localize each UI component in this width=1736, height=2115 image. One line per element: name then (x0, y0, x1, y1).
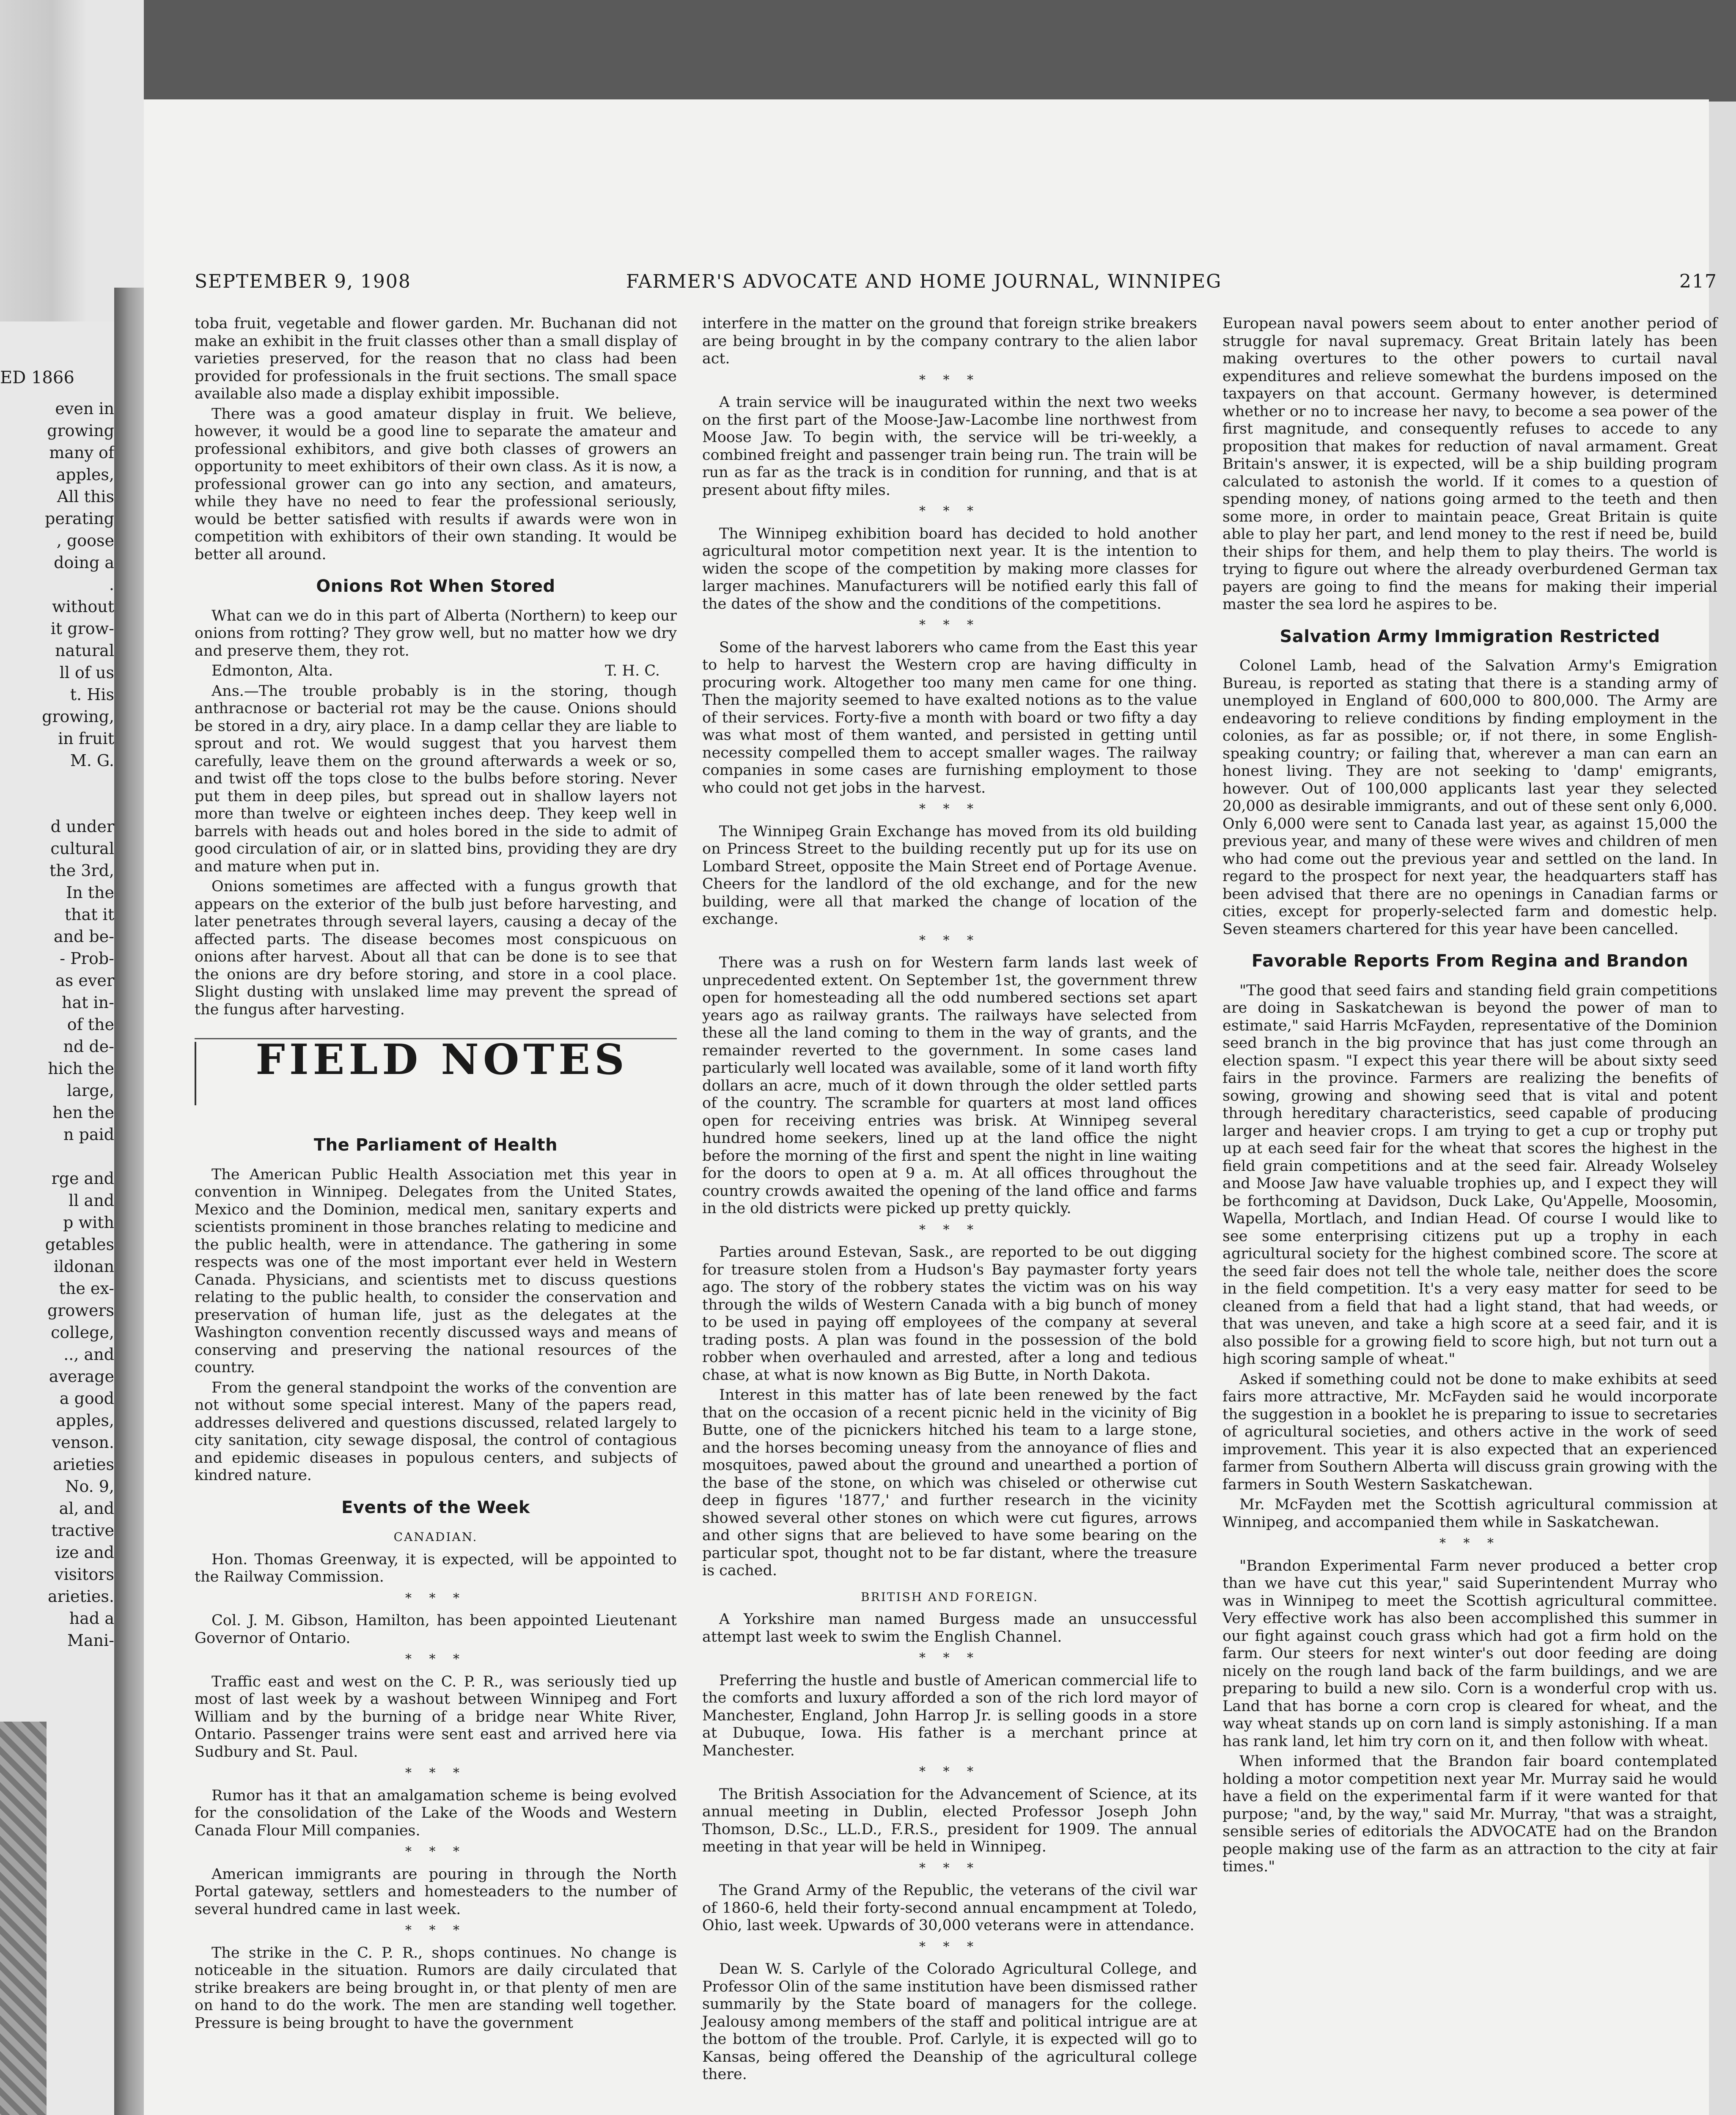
scan-top-shadow (144, 0, 1736, 102)
facing-page-line: al, and (59, 1499, 114, 1518)
separator-stars: * * * (405, 1844, 467, 1859)
paragraph: Ans.—The trouble probably is in the storing, though anthracnose or bacterial rot may be the cause. Onions should be stored in a dry, airy place. In a damp cellar they are liable to sprout and rot. We would suggest that you harvest them carefully, leave them on the ground afterwards a week or so, and twist off the tops close to the bulbs before storing. Never put them in deep piles, but spread out in shallow layers not more than twelve or eighteen inches deep. They keep well in barrels with heads out and holes bored in the side to admit of good circulation of air, or in slatted bins, providing they are dry and mature when put in. (195, 682, 677, 875)
article-heading-health: The Parliament of Health (313, 1135, 558, 1155)
facing-page-line: No. 9, (65, 1477, 114, 1496)
running-head (195, 271, 1717, 305)
facing-page-line: apples, (56, 465, 114, 484)
paragraph: The Winnipeg Grain Exchange has moved from its old building on Princess Street to the building recently put up for its use on Lombard Street, opposite the Main Street end of Portage Avenue. Cheers for the landlord of the old exchange, and for the new building, were all that marked the change of location of the exchange. (702, 823, 1197, 928)
paragraph: From the general standpoint the works of the convention are not without some special interest. Many of the papers read, addresses delivered and questions discussed, related largely to city sanitation, city sewage disposal, the control of contagious and epidemic diseases in populous centers, and subjects of kindred nature. (195, 1379, 677, 1484)
facing-page-line: average (49, 1367, 114, 1386)
paragraph: Onions sometimes are affected with a fungus growth that appears on the exterior of the bulb just before harvesting, and later penetrates through several layers, causing a decay of the affected parts. The disease becomes most conspicuous on onions after harvest. About all that can be done is to see that the onions are dry before storing, and store in a cool place. Slight dusting with unslaked lime may prevent the spread of the fungus after harvesting. (195, 878, 677, 1018)
facing-page-line: arieties. (48, 1587, 114, 1606)
facing-page-line: ll and (69, 1191, 114, 1210)
paragraph: "The good that seed fairs and standing field grain competitions are doing in Saskatchewan is beyond the power of man to estimate," said Harris McFayden, representative of the Dominion seed branch in the big province that has just come through an election spasm. "I expect this year there will be about sixty seed fairs in the province. Farmers are realizing the benefits of sowing, growing and showing seed that is vital and potent through hereditary characteristics, seed capable of producing larger and heavier crops. I am trying to get a cup or trophy put up at each seed fair for the wheat that scores the highest in the field grain competitions and at the seed fair. Already Wolseley and Moose Jaw have valuable trophies up, and I expect they will be forthcoming at Davidson, Duck Lake, Qu'Appelle, Moosomin, Wapella, Mortlach, and Indian Head. Of course I would like to see some enterprising citizens put up a trophy in each agricultural society for the highest combined score. The score at the seed fair does not tell the whole tale, neither does the score in the field competition. It's a very easy matter for seed to be cleaned from a field that had a light stand, that had weeds, or that was uneven, and take a high score at a seed fair, and it is also possible for a growing field to score high, but not turn out a high scoring sample of wheat." (1222, 982, 1717, 1368)
banner-title: FIELD NOTES (255, 1036, 629, 1084)
paragraph: What can we do in this part of Alberta (Northern) to keep our onions from rotting? They grow well, but no matter how we dry and preserve them, they rot. (195, 607, 677, 659)
paragraph: "Brandon Experimental Farm never produced a better crop than we have cut this year," said Superintendent Murray who was in Winnipeg to meet the Scottish agricultural committee. Very effective work has also been accomplished this summer in our fight against couch grass which had got a firm hold on the farm. Our steers for next winter's out door feeding are doing nicely on the rough land back of the farm buildings, and we are preparing to build a new silo. Corn is a wonderful crop with us. Land that has borne a corn crop is cleared for wheat, and the way wheat stands up on corn land is simply astonishing. If a man has rank land, let him try corn on it, and then follow with wheat. (1222, 1557, 1717, 1750)
signature-initials: T. H. C. (605, 662, 660, 679)
article-heading-salvation: Salvation Army Immigration Restricted (1280, 626, 1660, 646)
publication-title: FARMER'S ADVOCATE AND HOME JOURNAL, WINNIPEG (626, 271, 1222, 292)
section-label-british: BRITISH AND FOREIGN. (861, 1590, 1038, 1604)
section-label-canadian: CANADIAN. (393, 1530, 478, 1544)
facing-page-line: it grow- (50, 619, 114, 638)
separator-stars: * * * (919, 1860, 981, 1876)
book-gutter (114, 288, 144, 2115)
separator-stars: * * * (919, 1222, 981, 1237)
facing-page-line: Mani- (67, 1631, 114, 1650)
facing-page-line: venson. (52, 1433, 114, 1452)
facing-page-line: doing a (54, 553, 114, 572)
facing-page-line: getables (45, 1235, 114, 1254)
separator-stars: * * * (919, 802, 981, 816)
facing-page-line: nd de- (63, 1037, 114, 1056)
facing-page-line: apples, (56, 1411, 114, 1430)
facing-page-line: large, (67, 1081, 114, 1100)
facing-page-line: a good (59, 1389, 114, 1408)
field-notes-banner (195, 1038, 677, 1111)
paragraph: A Yorkshire man named Burgess made an unsuccessful attempt last week to swim the English Channel. (702, 1611, 1197, 1645)
facing-page-line: college, (51, 1323, 114, 1342)
facing-page-line: of the (67, 1015, 114, 1034)
paragraph: The strike in the C. P. R., shops continues. No change is noticeable in the situation. Rumors are daily circulated that strike breakers are being brought in, or that plenty of men are on hand to do the work. The men are standing well together. Pressure is being brought to have the government (195, 1944, 677, 2032)
facing-page-line: many of (49, 443, 114, 462)
facing-page-line: and be- (53, 927, 114, 946)
separator-stars: * * * (405, 1590, 467, 1606)
facing-page-line: ize and (55, 1543, 114, 1562)
facing-page-line: had a (69, 1609, 114, 1628)
signature-place: Edmonton, Alta. (212, 662, 333, 679)
facing-page-line: , goose (56, 531, 114, 550)
facing-page-line: without (52, 597, 114, 616)
facing-page-line: - Prob- (60, 949, 114, 968)
letter-signature (195, 662, 677, 680)
facing-page-line: n paid (63, 1125, 114, 1144)
facing-page-line: d under (50, 817, 114, 836)
paragraph: American immigrants are pouring in through the North Portal gateway, settlers and homesteaders to the number of several hundred came in last week. (195, 1865, 677, 1918)
paragraph: The American Public Health Association met this year in convention in Winnipeg. Delegates from the United States, Mexico and the Dominion, medical men, sanitary experts and scientists prominent in those branches relating to medicine and the public health, were in attendance. The gathering in some respects was one of the most important ever held in Western Canada. Physicians, and scientists met to discuss questions relating to the public health, to consider the conservation and preservation of human life, just as the delegates at the Washington convention recently discussed ways and means of conserving and preserving the national resources of the country. (195, 1166, 677, 1376)
separator-stars: * * * (405, 1923, 467, 1938)
page-number: 217 (1679, 271, 1717, 292)
article-heading-regina: Favorable Reports From Regina and Brandon (1251, 951, 1689, 971)
separator-stars: * * * (1439, 1536, 1501, 1551)
article-heading-events: Events of the Week (341, 1497, 530, 1517)
facing-page-line: even in (55, 399, 114, 418)
facing-page-line: .., and (63, 1345, 114, 1364)
facing-page-line: that it (64, 905, 114, 924)
facing-page-line: hat in- (62, 993, 114, 1012)
article-heading-onions: Onions Rot When Stored (316, 577, 555, 596)
facing-page-line: natural (55, 641, 114, 660)
facing-page-line: tractive (51, 1521, 114, 1540)
paragraph: The Winnipeg exhibition board has decided to hold another agricultural motor competition next year. It is the intention to widen the scope of the competition by making more classes for larger machines. Manufacturers will be notified early this fall of the dates of the show and the conditions of the competitions. (702, 525, 1197, 613)
paragraph: When informed that the Brandon fair board contemplated holding a motor competition next year Mr. Murray said he would have a field on the experimental farm if it were wanted for that purpose; "and, by the way," said Mr. Murray, "that was a straight, sensible series of editorials the ADVOCATE had on the Brandon people making use of the farm as an attraction to the city at fair times." (1222, 1753, 1717, 1875)
facing-page-line: All this (57, 487, 114, 506)
separator-stars: * * * (919, 1651, 981, 1665)
facing-page-line: M. G. (70, 751, 114, 770)
facing-page-line: . (109, 575, 114, 594)
facing-page-line: ll of us (59, 663, 114, 682)
separator-stars: * * * (919, 1939, 981, 1954)
facing-page-line: ildonan (53, 1257, 114, 1276)
separator-stars: * * * (919, 618, 981, 632)
paragraph: Interest in this matter has of late been renewed by the fact that on the occasion of a recent picnic held in the vicinity of Big Butte, one of the picnickers hitched his team to a large stone, and the horses becoming uneasy from the annoyance of flies and mosquitoes, pawed about the ground and unearthed a portion of the base of the stone, on which was chiseled or otherwise cut deep in figures '1877,' and further research in the vicinity showed several other stones on which were cut figures, arrows and other signs that are believed to have some bearing on the particular spot, thought not to be far distant, where the treasure is cached. (702, 1387, 1197, 1579)
facing-page-line: perating (45, 509, 114, 528)
facing-page-line: growers (47, 1301, 114, 1320)
column-2 (702, 315, 1197, 2086)
facing-page-line: hen the (52, 1103, 114, 1122)
paragraph: The British Association for the Advancement of Science, at its annual meeting in Dublin, elected Professor Joseph John Thomson, D.Sc., LL.D., F.R.S., president for 1909. The annual meeting in that year will be held in Winnipeg. (702, 1785, 1197, 1855)
paragraph: Some of the harvest laborers who came from the East this year to help to harvest the Western crop are having difficulty in procuring work. Altogether too many men came for one thing. Then the majority seemed to have exalted notions as to the value of their services. Forty-five a month with board or two fifty a day was what most of them wanted, and persisted in getting until necessity compelled them to accept smaller wages. The railway companies in some cases are furnishing employment to those who could not get jobs in the harvest. (702, 639, 1197, 797)
facing-page-photo (0, 1722, 47, 2115)
separator-stars: * * * (919, 933, 981, 948)
paragraph: Parties around Estevan, Sask., are reported to be out digging for treasure stolen from a Hudson's Bay paymaster forty years ago. The story of the robbery states the victim was on his way through the wilds of Western Canada with a big bunch of money to be used in paying off employees of the company at several trading posts. A plan was found in the possession of the bold robber when overhauled and arrested, after a long and tedious chase, at what is now known as Big Butte, in North Dakota. (702, 1244, 1197, 1384)
paragraph: Dean W. S. Carlyle of the Colorado Agricultural College, and Professor Olin of the same institution have been dismissed rather summarily by the State board of managers for the college. Jealousy among members of the staff and political intrigue are at the bottom of the trouble. Prof. Carlyle, it is expected will go to Kansas, being offered the Deanship of the agricultural college there. (702, 1961, 1197, 2083)
separator-stars: * * * (919, 1764, 981, 1779)
paragraph: Traffic east and west on the C. P. R., was seriously tied up most of last week by a washout between Winnipeg and Fort William and by the burning of a bridge near White River, Ontario. Passenger trains were sent east and arrived here via Sudbury and St. Paul. (195, 1673, 677, 1761)
separator-stars: * * * (919, 504, 981, 519)
paragraph: Preferring the hustle and bustle of American commercial life to the comforts and luxury afforded a son of the rich lord mayor of Manchester, England, John Harrop Jr. is selling goods in a store at Dubuque, Iowa. His father is a merchant prince at Manchester. (702, 1672, 1197, 1759)
paragraph: There was a rush on for Western farm lands last week of unprecedented extent. On September 1st, the government threw open for homesteading all the odd numbered sections set apart years ago as railway grants. The railways have selected from these all the land coming to them in the way of grants, and the remainder reverted to the government. In some cases land particularly well located was available, some of it land worth fifty dollars an acre, much of it down through the older settled parts of the country. The scramble for quarters at most land offices open for receiving entries was brisk. At Winnipeg several hundred home seekers, lined up at the land office the night before the morning of the first and spent the night in line waiting for the doors to open at 9 a. m. At all offices throughout the country crowds awaited the opening of the land office and farms in the old districts were picked up pretty quickly. (702, 954, 1197, 1217)
facing-page-line: t. His (70, 685, 114, 704)
facing-page-line: the ex- (59, 1279, 114, 1298)
facing-page-line: arieties (53, 1455, 114, 1474)
paragraph: Mr. McFayden met the Scottish agricultural commission at Winnipeg, and accompanied them while in Saskatchewan. (1222, 1496, 1717, 1531)
facing-page-line: as ever (55, 971, 114, 990)
facing-page-line: growing (47, 421, 114, 440)
paragraph: interfere in the matter on the ground that foreign strike breakers are being brought in by the company contrary to the alien labor act. (702, 315, 1197, 367)
paragraph: The Grand Army of the Republic, the veterans of the civil war of 1860-6, held their forty-second annual encampment at Toledo, Ohio, last week. Upwards of 30,000 veterans were in attendance. (702, 1882, 1197, 1934)
facing-page-line: the 3rd, (49, 861, 114, 880)
paragraph: Asked if something could not be done to make exhibits at seed fairs more attractive, Mr. McFayden said he would incorporate the suggestion in a booklet he is preparing to issue to secretaries of agricultural societies, and others active in the work of seed improvement. This year it is also expected that an experienced farmer from Southern Alberta will discuss grain growing with the farmers in South Western Saskatchewan. (1222, 1371, 1717, 1493)
paragraph: A train service will be inaugurated within the next two weeks on the first part of the Moose-Jaw-Lacombe line northwest from Moose Jaw. To begin with, the service will be tri-weekly, a combined freight and passenger train being run. The train will be run as far as the track is in condition for running, and that is at present about fifty miles. (702, 394, 1197, 499)
paragraph: Col. J. M. Gibson, Hamilton, has been appointed Lieutenant Governor of Ontario. (195, 1612, 677, 1647)
column-1 (195, 315, 677, 2035)
facing-page-header: ED 1866 (0, 368, 74, 387)
separator-stars: * * * (405, 1766, 467, 1780)
separator-stars: * * * (405, 1652, 467, 1667)
separator-stars: * * * (919, 372, 981, 387)
paragraph: toba fruit, vegetable and flower garden. Mr. Buchanan did not make an exhibit in the fruit classes other than a small display of varieties preserved, for the reason that no class had been provided for professionals in the fruit sections. The small space available also made a display exhibit impossible. (195, 315, 677, 402)
paragraph: Hon. Thomas Greenway, it is expected, will be appointed to the Railway Commission. (195, 1551, 677, 1585)
banner-flourish (195, 1042, 206, 1105)
paragraph: European naval powers seem about to enter another period of struggle for naval supremacy. Great Britain lately has been making overtures to the other powers to curtail naval expenditures and relieve somewhat the burdens imposed on the taxpayers on that account. Germany however, is determined whether or no to increase her navy, to become a sea power of the first magnitude, and consequently refuses to accede to any proposition that makes for reduction of naval armament. Great Britain's answer, it is expected, will be a ship building program calculated to astonish the world. If it comes to a question of spending money, of nations going armed to the teeth and then some more, in order to maintain peace, Great Britain is quite able to play her part, and lend money to the rest if need be, build their ships for them, and help them to play theirs. The world is trying to figure out where the already overburdened German tax payers are going to find the means for making their imperial master the sea lord he aspires to be. (1222, 315, 1717, 613)
facing-page-fragment (0, 321, 114, 2115)
facing-page-line: p with (63, 1213, 114, 1232)
paragraph: Colonel Lamb, head of the Salvation Army's Emigration Bureau, is reported as stating that there is a standing army of unemployed in England of 600,000 to 800,000. The Army are endeavoring to relieve conditions by finding employment in the colonies, as far as possible; or, if not there, in some English-speaking country; or failing that, wherever a man can earn an honest living. They are not seeking to 'damp' emigrants, however. Out of 100,000 applicants last year they selected 20,000 as desirable immigrants, and out of these sent only 6,000. Only 6,000 were sent to Canada last year, as against 15,000 the previous year, and many of these were wives and children of men who had come out the previous year and settled on the land. In regard to the prospect for next year, the headquarters staff has been advised that there are no openings in Canadian farms or cities, except for properly-selected farm and domestic help. Seven steamers chartered for this year have been cancelled. (1222, 657, 1717, 938)
facing-page-line: hich the (48, 1059, 114, 1078)
facing-page-line: in fruit (58, 729, 114, 748)
facing-page-line: visitors (54, 1565, 114, 1584)
paragraph: There was a good amateur display in fruit. We believe, however, it would be a good line to separate the amateur and professional exhibitors, and give both classes of growers an opportunity to meet exhibitors of their own class. As it is now, a professional grower can go into any section, and amateurs, while they have no need to fear the professional seriously, would be better satisfied with results if awards were won in competition with exhibitors of their own standing. It would be better all around. (195, 405, 677, 563)
paragraph: Rumor has it that an amalgamation scheme is being evolved for the consolidation of the Lake of the Woods and Western Canada Flour Mill companies. (195, 1787, 677, 1839)
facing-page-line: growing, (42, 707, 114, 726)
facing-page-line: In the (66, 883, 114, 902)
facing-page-line: cultural (50, 839, 114, 858)
column-3 (1222, 315, 1717, 1879)
facing-page-line: rge and (51, 1169, 114, 1188)
issue-date: SEPTEMBER 9, 1908 (195, 271, 411, 292)
